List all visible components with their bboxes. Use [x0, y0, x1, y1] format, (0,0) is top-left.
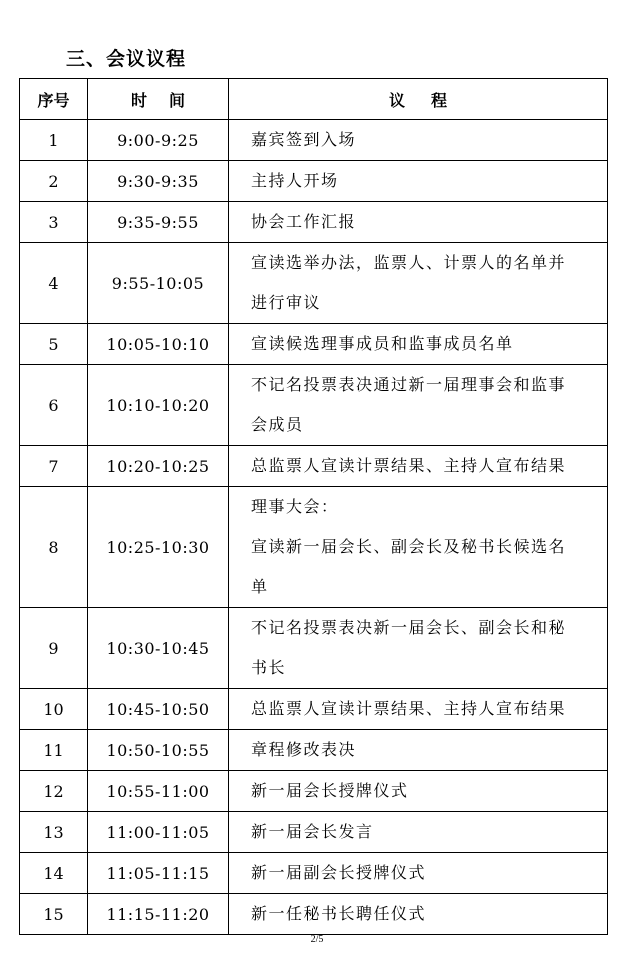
row-agenda-item [229, 689, 608, 730]
agenda-item-line: 书长 [251, 658, 287, 677]
row-agenda-item [229, 730, 608, 771]
row-time: 10:50-10:55 [88, 730, 229, 771]
row-time: 10:30-10:45 [88, 608, 229, 689]
row-time: 11:00-11:05 [88, 812, 229, 853]
row-agenda-item [229, 365, 608, 446]
page-number: 2/5 [310, 934, 324, 945]
row-agenda-item [229, 853, 608, 894]
table-row [20, 446, 608, 487]
table-row [20, 730, 608, 771]
table-row [20, 365, 608, 446]
agenda-item-line: 新一任秘书长聘任仪式 [251, 904, 427, 923]
row-number: 9 [20, 608, 88, 689]
agenda-item-line: 会成员 [251, 415, 304, 434]
agenda-item-line: 总监票人宣读计票结果、主持人宣布结果 [251, 699, 567, 718]
row-agenda-item [229, 120, 608, 161]
agenda-item-line: 新一届副会长授牌仪式 [251, 863, 427, 882]
row-number: 14 [20, 853, 88, 894]
header-agenda-char-2: 程 [431, 90, 448, 110]
row-number: 1 [20, 120, 88, 161]
agenda-item-line: 不记名投票表决通过新一届理事会和监事 [251, 375, 567, 394]
agenda-table [19, 78, 608, 935]
row-time: 10:45-10:50 [88, 689, 229, 730]
agenda-item-line: 章程修改表决 [251, 740, 357, 759]
row-time: 11:05-11:15 [88, 853, 229, 894]
table-row [20, 894, 608, 935]
row-agenda-item [229, 446, 608, 487]
table-row [20, 771, 608, 812]
row-number: 8 [20, 487, 88, 608]
agenda-item-line: 进行审议 [251, 293, 322, 312]
header-number: 序号 [20, 79, 88, 120]
table-header-row [20, 79, 608, 120]
row-agenda-item [229, 608, 608, 689]
row-number: 12 [20, 771, 88, 812]
table-row [20, 243, 608, 324]
table-row [20, 120, 608, 161]
header-time [88, 79, 229, 120]
row-agenda-item [229, 324, 608, 365]
agenda-item-line: 单 [251, 577, 269, 596]
agenda-item-line: 协会工作汇报 [251, 212, 357, 231]
row-number: 11 [20, 730, 88, 771]
header-time-char-1: 时 [130, 90, 147, 110]
header-time-char-2: 间 [169, 90, 186, 110]
row-time: 9:35-9:55 [88, 202, 229, 243]
table-row [20, 487, 608, 608]
table-row [20, 853, 608, 894]
row-time: 10:20-10:25 [88, 446, 229, 487]
agenda-item-line: 主持人开场 [251, 171, 339, 190]
agenda-item-line: 新一届会长发言 [251, 822, 374, 841]
agenda-item-line: 嘉宾签到入场 [251, 130, 357, 149]
row-number: 7 [20, 446, 88, 487]
agenda-item-line: 不记名投票表决新一届会长、副会长和秘 [251, 618, 567, 637]
agenda-item-line: 总监票人宣读计票结果、主持人宣布结果 [251, 456, 567, 475]
header-agenda [229, 79, 608, 120]
table-row [20, 689, 608, 730]
row-agenda-item [229, 771, 608, 812]
row-agenda-item [229, 894, 608, 935]
header-agenda-char-1: 议 [388, 90, 405, 110]
table-row [20, 608, 608, 689]
row-time: 10:55-11:00 [88, 771, 229, 812]
row-number: 2 [20, 161, 88, 202]
row-number: 3 [20, 202, 88, 243]
agenda-item-line: 理事大会： [251, 497, 339, 516]
row-time: 10:10-10:20 [88, 365, 229, 446]
table-row [20, 324, 608, 365]
row-agenda-item [229, 202, 608, 243]
table-row [20, 161, 608, 202]
row-time: 9:55-10:05 [88, 243, 229, 324]
row-agenda-item [229, 812, 608, 853]
row-number: 10 [20, 689, 88, 730]
row-number: 4 [20, 243, 88, 324]
table-row [20, 812, 608, 853]
table-row [20, 202, 608, 243]
row-time: 9:00-9:25 [88, 120, 229, 161]
row-number: 15 [20, 894, 88, 935]
agenda-item-line: 新一届会长授牌仪式 [251, 781, 409, 800]
row-time: 9:30-9:35 [88, 161, 229, 202]
row-agenda-item [229, 161, 608, 202]
row-time: 11:15-11:20 [88, 894, 229, 935]
row-number: 5 [20, 324, 88, 365]
row-number: 6 [20, 365, 88, 446]
agenda-item-line: 宣读选举办法，监票人、计票人的名单并 [251, 253, 567, 272]
row-agenda-item [229, 243, 608, 324]
agenda-item-line: 宣读新一届会长、副会长及秘书长候选名 [251, 537, 567, 556]
section-title: 三、会议议程 [66, 48, 187, 70]
row-time: 10:05-10:10 [88, 324, 229, 365]
agenda-table-body [20, 120, 608, 935]
row-number: 13 [20, 812, 88, 853]
agenda-item-line: 宣读候选理事成员和监事成员名单 [251, 334, 514, 353]
row-time: 10:25-10:30 [88, 487, 229, 608]
row-agenda-item [229, 487, 608, 608]
